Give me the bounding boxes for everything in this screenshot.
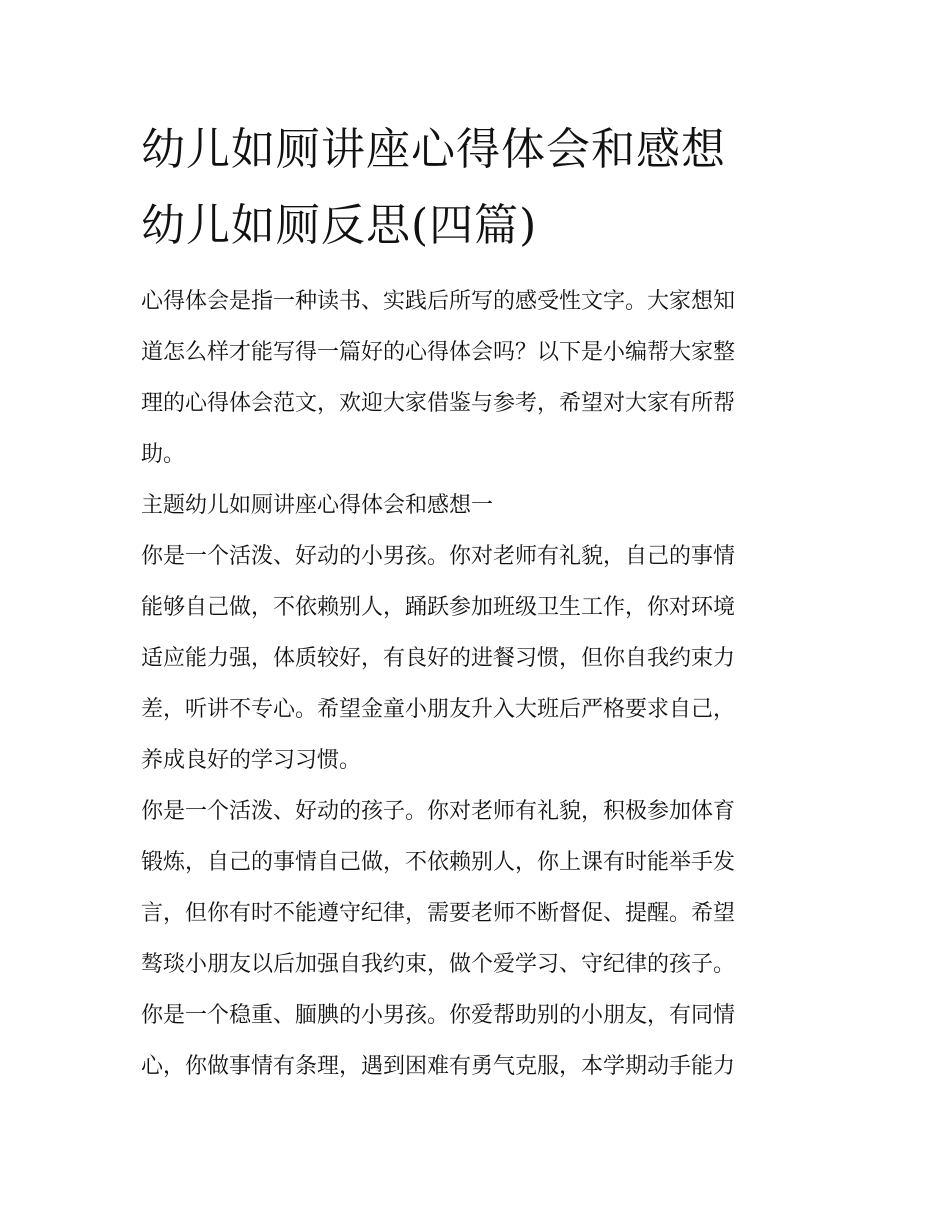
text-line: 你是一个活泼、好动的孩子。你对老师有礼貌，积极参加体育 (141, 799, 736, 824)
paragraph-3 (141, 990, 813, 1092)
title-line: 幼儿如厕讲座心得体会和感想 (141, 124, 726, 175)
paragraph-2 (141, 786, 813, 990)
paragraph-1 (141, 531, 813, 786)
text-line: 道怎么样才能写得一篇好的心得体会吗？以下是小编帮大家整 (141, 340, 736, 365)
text-line: 骜琰小朋友以后加强自我约束，做个爱学习、守纪律的孩子。 (141, 952, 736, 977)
intro-paragraph (141, 276, 813, 480)
text-line: 心得体会是指一种读书、实践后所写的感受性文字。大家想知 (141, 289, 736, 314)
text-line: 言，但你有时不能遵守纪律，需要老师不断督促、提醒。希望 (141, 901, 736, 926)
text-line: 养成良好的学习习惯。 (141, 748, 362, 773)
text-line: 你是一个稳重、腼腆的小男孩。你爱帮助别的小朋友，有同情 (141, 1003, 736, 1028)
text-line: 锻炼，自己的事情自己做，不依赖别人，你上课有时能举手发 (141, 850, 736, 875)
text-line: 能够自己做，不依赖别人，踊跃参加班级卫生工作，你对环境 (141, 595, 736, 620)
text-line: 心，你做事情有条理，遇到困难有勇气克服，本学期动手能力 (141, 1054, 736, 1079)
document-body (141, 276, 813, 1092)
text-line: 你是一个活泼、好动的小男孩。你对老师有礼貌，自己的事情 (141, 544, 736, 569)
text-line: 适应能力强，体质较好，有良好的进餐习惯，但你自我约束力 (141, 646, 736, 671)
text-line: 差，听讲不专心。希望金童小朋友升入大班后严格要求自己， (141, 697, 736, 722)
title-line: 幼儿如厕反思(四篇) (141, 200, 538, 251)
text-line: 理的心得体会范文，欢迎大家借鉴与参考，希望对大家有所帮 (141, 391, 736, 416)
document-title (141, 112, 821, 264)
section-heading: 主题幼儿如厕讲座心得体会和感想一 (141, 493, 494, 518)
text-line: 助。 (141, 442, 186, 467)
